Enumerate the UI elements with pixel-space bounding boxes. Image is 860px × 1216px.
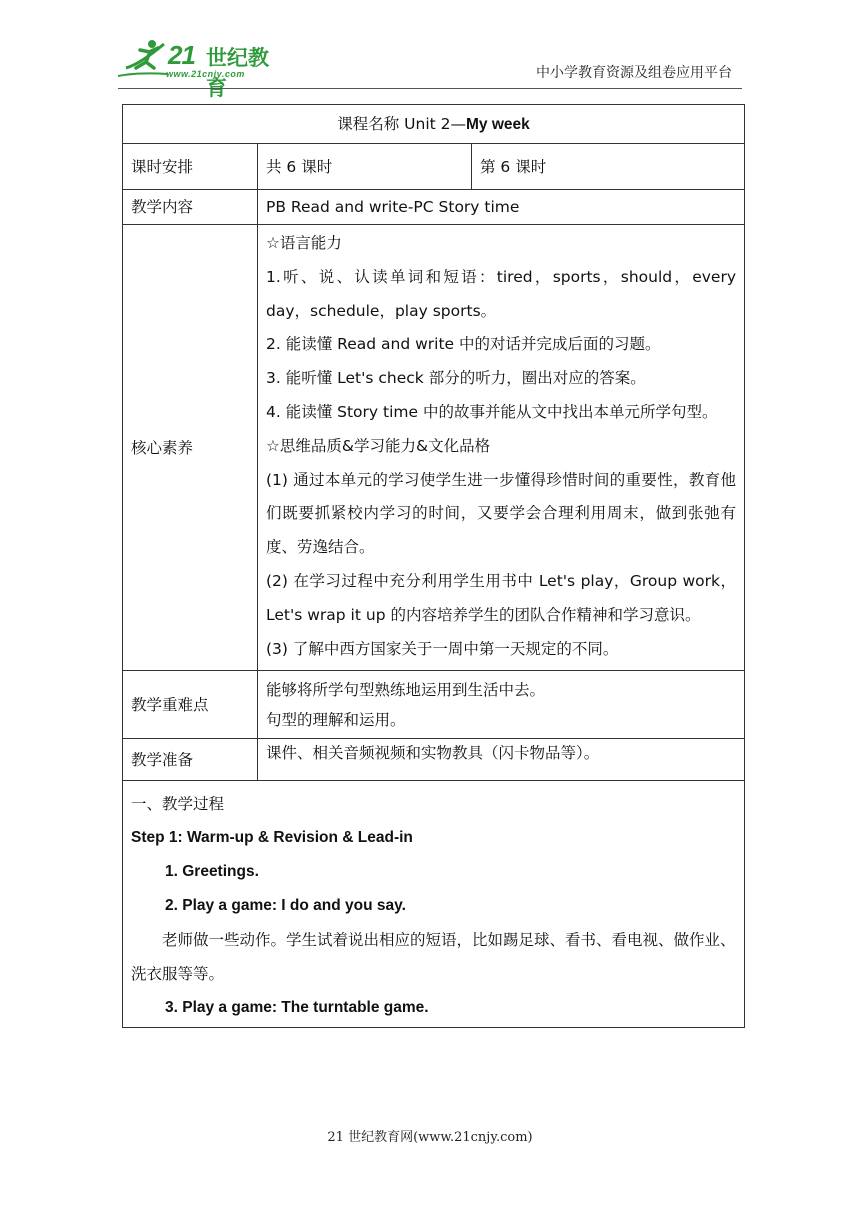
core-line: 2. 能读懂 Read and write 中的对话并完成后面的习题。 — [266, 335, 661, 354]
step-item-2-description: 老师做一些动作。学生试着说出相应的短语，比如踢足球、看书、看电视、做作业、洗衣服等等。 — [131, 931, 736, 984]
core-label: 核心素养 — [123, 225, 258, 671]
site-logo — [118, 38, 288, 100]
core-row — [123, 225, 745, 671]
core-line: (2) 在学习过程中充分利用学生用书中 Let's play，Group work，Let's wrap it up 的内容培养学生的团队合作精神和学习意识。 — [266, 571, 737, 624]
platform-name: 中小学教育资源及组卷应用平台 — [536, 65, 732, 81]
core-content — [258, 225, 745, 671]
schedule-current: 第 6 课时 — [472, 144, 745, 190]
core-line: (1) 通过本单元的学习使学生进一步懂得珍惜时间的重要性，教育他们既要抓紧校内学习的时间，又要学会合理利用周末，做到张弛有度、劳逸结合。 — [266, 470, 737, 557]
preparation-value: 课件、相关音频视频和实物教具（闪卡物品等）。 — [258, 739, 745, 781]
content-label: 教学内容 — [123, 190, 258, 225]
lesson-plan-table — [122, 104, 745, 1028]
difficulty-line: 能够将所学句型熟练地运用到生活中去。 — [266, 680, 546, 699]
page-footer: 21 世纪教育网(www.21cnjy.com) — [327, 1130, 533, 1145]
schedule-row — [123, 144, 745, 190]
schedule-label: 课时安排 — [123, 144, 258, 190]
course-title-row — [123, 105, 745, 144]
step-item-3: 3. Play a game: The turntable game. — [165, 999, 429, 1017]
difficulty-row — [123, 671, 745, 739]
step-item-2: 2. Play a game: I do and you say. — [165, 897, 406, 915]
process-row — [123, 781, 745, 1028]
preparation-label: 教学准备 — [123, 739, 258, 781]
process-heading: 一、教学过程 — [131, 795, 225, 814]
difficulty-label: 教学重难点 — [123, 671, 258, 739]
logo-url: www.21cnjy.com — [166, 69, 245, 79]
content-value: PB Read and write-PC Story time — [258, 190, 745, 225]
core-line: ☆思维品质&学习能力&文化品格 — [266, 436, 491, 455]
core-line: (3) 了解中西方国家关于一周中第一天规定的不同。 — [266, 639, 619, 658]
process-content — [123, 781, 745, 1028]
page-header — [0, 0, 860, 100]
header-divider — [118, 88, 742, 89]
core-line: 3. 能听懂 Let's check 部分的听力，圈出对应的答案。 — [266, 369, 646, 388]
course-title — [123, 105, 745, 144]
core-line: 4. 能读懂 Story time 中的故事并能从文中找出本单元所学句型。 — [266, 402, 718, 421]
content-row — [123, 190, 745, 225]
difficulty-line: 句型的理解和运用。 — [266, 710, 406, 729]
core-line: ☆语言能力 — [266, 234, 342, 252]
course-title-bold: My week — [466, 115, 530, 133]
preparation-row — [123, 739, 745, 781]
logo-text: 世纪教育 — [206, 46, 269, 100]
logo-number: 21 — [168, 40, 195, 70]
course-title-prefix: 课程名称 Unit 2— — [337, 114, 467, 133]
step-1-heading: Step 1: Warm-up & Revision & Lead-in — [131, 829, 413, 847]
step-item-1: 1. Greetings. — [165, 863, 259, 881]
difficulty-content — [258, 671, 745, 739]
core-line: 1.听、说、认读单词和短语：tired，sports，should，every day，schedule，play sports。 — [266, 267, 737, 320]
schedule-total: 共 6 课时 — [258, 144, 472, 190]
